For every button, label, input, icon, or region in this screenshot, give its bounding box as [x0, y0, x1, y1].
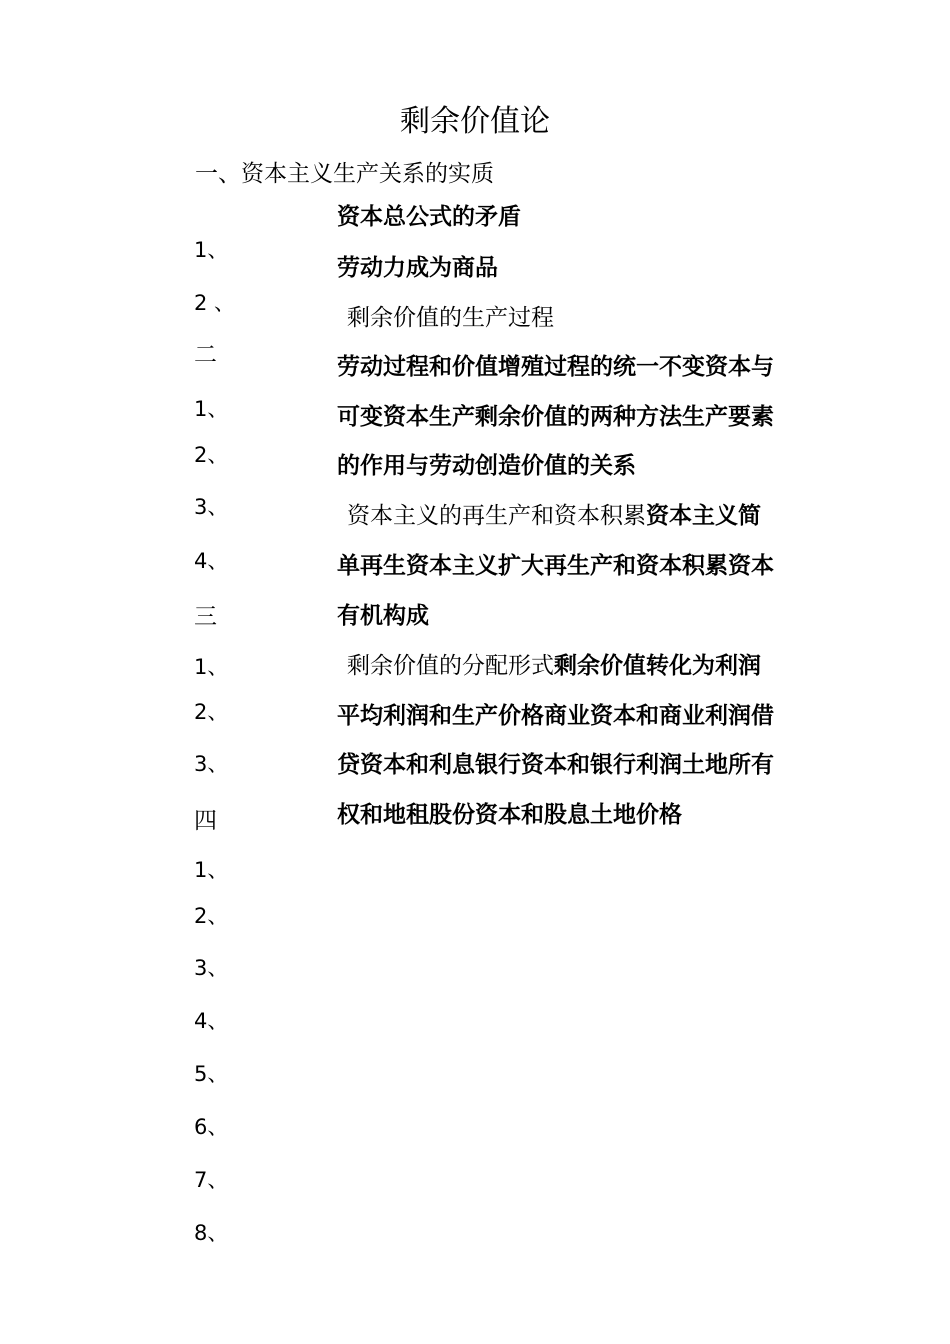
list-marker: 3、: [194, 956, 229, 980]
body-line: 的作用与劳动创造价值的关系: [337, 453, 636, 479]
list-marker: 1、: [194, 238, 229, 262]
body-line: [337, 649, 817, 683]
list-marker: 4、: [194, 549, 229, 573]
list-marker: 4、: [194, 1009, 229, 1033]
section-two-marker: 二: [194, 342, 217, 368]
list-marker: 2、: [194, 443, 229, 467]
list-marker: 5、: [194, 1062, 229, 1086]
body-line-bold: 剩余价值转化为利润: [554, 653, 761, 679]
body-line-plain: 剩余价值的分配形式: [347, 653, 554, 679]
page-title: 剩余价值论: [400, 104, 550, 139]
body-line: 平均利润和生产价格商业资本和商业利润借: [337, 703, 774, 729]
body-line-plain: 剩余价值的生产过程: [347, 305, 554, 331]
list-marker: 6、: [194, 1115, 229, 1139]
body-line-plain: 资本主义的再生产和资本积累: [347, 503, 646, 529]
body-line: 有机构成: [337, 603, 429, 629]
body-line: 权和地租股份资本和股息土地价格: [337, 802, 682, 828]
body-line-bold: 资本主义简: [646, 503, 761, 529]
section-four-marker: 四: [194, 808, 217, 834]
list-marker: 7、: [194, 1168, 229, 1192]
body-line: 单再生资本主义扩大再生产和资本积累资本: [337, 553, 774, 579]
list-marker: 1、: [194, 655, 229, 679]
list-marker: 2 、: [194, 291, 236, 315]
list-marker: 1、: [194, 858, 229, 882]
list-marker: 2、: [194, 700, 229, 724]
section-one-heading: 一、资本主义生产关系的实质: [195, 161, 494, 187]
list-marker: 8、: [194, 1221, 229, 1245]
body-line: 资本总公式的矛盾: [337, 204, 521, 230]
section-three-marker: 三: [194, 604, 217, 630]
body-line: 贷资本和利息银行资本和银行利润土地所有: [337, 752, 774, 778]
body-line: 可变资本生产剩余价值的两种方法生产要素: [337, 404, 774, 430]
list-marker: 3、: [194, 752, 229, 776]
body-line: [337, 499, 817, 533]
list-marker: 1、: [194, 397, 229, 421]
list-marker: 2、: [194, 904, 229, 928]
list-marker: 3、: [194, 495, 229, 519]
body-line: [337, 301, 817, 335]
body-line: 劳动力成为商品: [337, 255, 498, 281]
body-line: 劳动过程和价值增殖过程的统一不变资本与: [337, 354, 774, 380]
